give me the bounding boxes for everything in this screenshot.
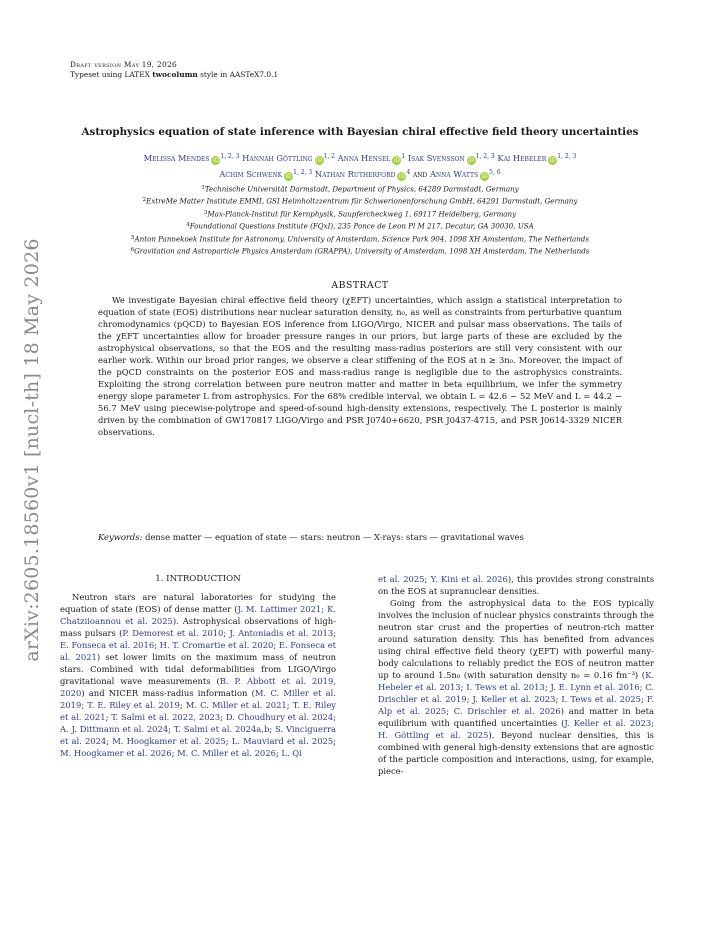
body-text: ; xyxy=(544,682,551,692)
citation-link[interactable]: B. P. Abbott et al. 2019, 2020 xyxy=(60,676,336,698)
affiliation-number: 6 xyxy=(130,247,135,254)
citation-link[interactable]: I. Tews et al. 2025 xyxy=(561,694,641,704)
body-text: ; xyxy=(81,700,88,710)
author-affiliation-marker: 4 xyxy=(406,168,411,176)
paper-title: Astrophysics equation of state inference with Bayesian chiral effective field theory uncertainties xyxy=(81,126,639,138)
body-text: ; xyxy=(273,640,279,650)
affiliation-text: Anton Pannekoek Institute for Astronomy, University of Amsterdam, Science Park 904, 1098 XH Amsterdam, The Netherlands xyxy=(134,234,589,244)
citation-link[interactable]: E. Fonseca et al. 2021 xyxy=(60,640,337,662)
body-text: Going from the astrophysical data to the EOS typically involves the inclusion of nuclear physics constraints through the neutron star crust and the properties of neutron-rich matter around saturation density. This has benefited from advances using chiral effective field theory (χEFT) with powerful many-body calculations to reliably predict the EOS of neutron matter up to around 1.5n₀ (with saturation density n₀ = 0.16 fm⁻³) ( xyxy=(378,598,654,680)
author-name: Kai Hebeler xyxy=(497,153,547,163)
citation-link[interactable]: J. Keller et al. 2023 xyxy=(564,718,652,728)
abstract-text: We investigate Bayesian chiral effective field theory (χEFT) uncertainties, which assign a statistical interpretation to equation of state (EOS) distributions near nuclear saturation density, n₀, as well as constraints from perturbative quantum chromodynamics (pQCD) to Bayesian EOS inference from LIGO/Virgo, NICER and pulsar mass observations. The tails of the χEFT uncertainties allow for broader pressure ranges in our priors, but large parts of these are excluded by the astrophysical observations, so that the EOS and the resulting mass-radius posteriors are still very consistent with our earlier work. Within our broad prior ranges, we observe a clear stiffening of the EOS at n ≳ 3n₀. Moreover, the impact of the pQCD constraints on the posterior EOS and mass-radius range is negligible due to the astrophysics constraints. Exploiting the strong correlation between pure neutron matter and matter in beta equilibrium, we infer the symmetry energy slope parameter L from astrophysics. For the 68% credible interval, we obtain L = 42.6 − 52 MeV and L = 44.2 − 56.7 MeV using piecewise-polytrope and speed-of-sound high-density extensions, respectively. The L posterior is mainly driven by the combination of GW170817 LIGO/Virgo and PSR J0740+6620, PSR J0437-4715, and PSR J0614-3329 NICER observations. xyxy=(98,295,622,437)
body-text: ; xyxy=(424,574,431,584)
citation-link[interactable]: K. Hebeler et al. 2013 xyxy=(378,670,654,692)
body-text: ) set lower limits on the maximum mass of neutron stars. Combined with tidal deformabilities from LIGO/Virgo gravitational wave measurements ( xyxy=(60,652,337,686)
latex-logo: LATEX xyxy=(124,70,150,79)
keywords xyxy=(98,532,622,542)
author-name: Isak Svensson xyxy=(407,153,465,163)
citation-link[interactable]: et al. 2025 xyxy=(378,574,425,584)
body-text: ) and NICER mass-radius information ( xyxy=(81,688,255,698)
citation-link[interactable]: M. C. Miller et al. 2021 xyxy=(185,700,287,710)
style-name: twocolumn xyxy=(152,70,198,79)
citation-link[interactable]: H. Göttling et al. 2025 xyxy=(378,730,489,740)
orcid-icon[interactable]: iD xyxy=(398,172,406,180)
affiliation xyxy=(60,220,660,232)
citation-link[interactable]: M. Hoogkamer et al. 2025 xyxy=(112,736,226,746)
orcid-icon[interactable]: iD xyxy=(285,172,292,180)
body-text: ; xyxy=(269,724,275,734)
citation-link[interactable]: K. Chatziioannou et al. 2025 xyxy=(60,604,336,626)
left-column xyxy=(60,573,336,759)
citation-link[interactable]: C. Drischler et al. 2019 xyxy=(378,682,655,704)
author-name: Melissa Mendes xyxy=(143,153,210,163)
affiliation xyxy=(60,183,660,195)
orcid-icon[interactable]: iD xyxy=(468,157,475,164)
affiliation xyxy=(60,245,660,257)
affiliation-number: 5 xyxy=(131,234,135,241)
citation-link[interactable]: J. E. Lynn et al. 2016 xyxy=(550,682,640,692)
author-affiliation-marker: 1, 2, 3 xyxy=(293,168,313,176)
author[interactable] xyxy=(497,153,576,163)
author[interactable] xyxy=(219,169,312,179)
draft-version: Draft version May 19, 2026 xyxy=(70,60,178,69)
author-affiliation-marker: 1, 2, 3 xyxy=(220,153,240,160)
typeset-suffix: style in AASTeX7.0.1 xyxy=(197,70,279,79)
citation-link[interactable]: I. Tews et al. 2013 xyxy=(466,682,545,692)
body-text: ; xyxy=(225,736,232,746)
orcid-icon[interactable]: iD xyxy=(549,157,556,164)
body-text: ). Astrophysical observations of high-mass pulsars ( xyxy=(60,616,336,638)
author[interactable] xyxy=(408,153,495,163)
body-text: Neutron stars are natural laboratories for studying the equation of state (EOS) of dense matter ( xyxy=(60,592,336,614)
citation-link[interactable]: J. M. Lattimer 2021 xyxy=(237,604,322,614)
body-text: ; xyxy=(286,700,293,710)
body-text: ; xyxy=(105,712,112,722)
body-text: ; xyxy=(220,712,226,722)
section-heading: 1. INTRODUCTION xyxy=(155,574,241,584)
orcid-icon[interactable]: iD xyxy=(212,157,220,164)
citation-link[interactable]: M. C. Miller et al. 2026 xyxy=(177,748,276,758)
affiliation-number: 3 xyxy=(203,209,208,216)
citation-link[interactable]: L. Qi xyxy=(281,748,302,758)
keywords-label: Keywords: xyxy=(98,532,143,542)
orcid-icon[interactable]: iD xyxy=(393,157,401,164)
author-affiliation-marker: 1, 2, 3 xyxy=(475,153,495,160)
citation-link[interactable]: C. Drischler et al. 2026 xyxy=(453,706,561,716)
body-text: ; xyxy=(555,694,562,704)
affiliation-text: Technische Universität Darmstadt, Department of Physics, 64289 Darmstadt, Germany xyxy=(204,184,519,194)
citation-link[interactable]: M. C. Miller et al. 2019 xyxy=(60,688,336,710)
citation-link[interactable]: F. Alp et al. 2025 xyxy=(378,694,655,716)
body-text: ; xyxy=(223,628,230,638)
author-name: Anna Watts xyxy=(429,168,479,179)
abstract xyxy=(98,294,622,438)
citation-link[interactable]: S. Vinciguerra et al. 2024 xyxy=(60,724,337,746)
author-name: Hannah Göttling xyxy=(242,153,313,163)
affiliation-text: Max-Planck-Institut für Kernphysik, Saupfercheckweg 1, 69117 Heidelberg, Germany xyxy=(207,209,517,219)
affiliation-text: Foundational Questions Institute (FQxI), 235 Ponce de Leon Pl M 217, Decatur, GA 30030, USA xyxy=(189,221,534,231)
body-text: ; xyxy=(639,682,646,692)
intro-paragraph-2 xyxy=(378,597,654,777)
orcid-icon[interactable]: iD xyxy=(481,172,488,180)
body-text: ; xyxy=(154,640,160,650)
body-text: ; xyxy=(106,736,113,746)
citation-link[interactable]: M. Hoogkamer et al. 2026 xyxy=(60,748,172,758)
author-affiliation-marker: 1 xyxy=(401,153,406,160)
author[interactable] xyxy=(315,169,410,179)
author-affiliation-marker: 1, 2, 3 xyxy=(557,153,577,160)
arxiv-identifier-text: arXiv:2605.18560v1 [nucl-th] 18 May 2026 xyxy=(21,238,43,662)
body-text: ; xyxy=(275,748,282,758)
author-name: Achim Schwenk xyxy=(219,168,283,179)
and-word: and xyxy=(412,168,430,179)
body-text: ; xyxy=(466,694,473,704)
typeset-prefix: Typeset using xyxy=(70,70,125,79)
citation-link[interactable]: J. Keller et al. 2023 xyxy=(472,694,556,704)
intro-paragraph-continued xyxy=(378,573,654,597)
affiliation-list xyxy=(60,183,660,257)
author[interactable] xyxy=(144,153,240,163)
affiliation-text: Gravitation and Astroparticle Physics Amsterdam (GRAPPA), University of Amsterdam, 1098 XH Amsterdam, The Netherlands xyxy=(134,246,590,256)
author-list xyxy=(60,150,660,181)
right-column xyxy=(378,573,654,777)
author-affiliation-marker: 1, 2 xyxy=(323,153,335,160)
keywords-text: dense matter — equation of state — stars: neutron — X-rays: stars — gravitational waves xyxy=(142,532,524,542)
affiliation xyxy=(60,233,660,245)
body-text: ). Beyond nuclear densities, this is combined with general high-density extensions that are agnostic of the particle composition and interactions, using, for example, piece- xyxy=(378,730,654,776)
body-text: ; xyxy=(321,604,328,614)
citation-link[interactable]: H. T. Cromartie et al. 2020 xyxy=(159,640,274,650)
affiliation-number: 4 xyxy=(186,222,190,229)
citation-link[interactable]: A. J. Dittmann et al. 2024 xyxy=(60,724,169,734)
body-text: ; xyxy=(460,682,467,692)
intro-paragraph-1 xyxy=(60,591,336,759)
citation-link[interactable]: J. Antoniadis et al. 2013 xyxy=(229,628,334,638)
citation-link[interactable]: D. Choudhury et al. 2024 xyxy=(225,712,334,722)
citation-link[interactable]: T. E. Riley et al. 2019 xyxy=(87,700,180,710)
body-text: ), this provides strong constraints on the EOS at supranuclear densities. xyxy=(378,574,655,596)
body-text: ) and matter in beta equilibrium with quantified uncertainties ( xyxy=(378,706,655,728)
affiliation-text: ExtreMe Matter Institute EMMI, GSI Helmholtzzentrum für Schwerionenforschung GmbH, 64291 Darmstadt, Germany xyxy=(146,196,578,206)
author-affiliation-marker: 5, 6 xyxy=(489,168,501,176)
body-text: ; xyxy=(651,718,654,728)
citation-link[interactable]: L. Mauviard et al. 2025 xyxy=(231,736,334,746)
citation-link[interactable]: E. Fonseca et al. 2016 xyxy=(60,640,155,650)
author[interactable] xyxy=(338,153,406,163)
body-text: ; xyxy=(333,628,337,638)
body-text: ; xyxy=(171,748,178,758)
body-text: ; xyxy=(333,712,337,722)
abstract-heading: ABSTRACT xyxy=(331,280,389,291)
body-text: ; xyxy=(446,706,454,716)
typeset-line xyxy=(70,70,278,80)
citation-link[interactable]: T. Salmi et al. 2024a,b xyxy=(173,724,270,734)
body-text: ; xyxy=(179,700,186,710)
body-text: ; xyxy=(640,694,647,704)
author-name: Anna Hensel xyxy=(337,153,391,163)
arxiv-identifier[interactable] xyxy=(14,238,50,662)
author[interactable] xyxy=(242,153,335,163)
affiliation-number: 2 xyxy=(142,197,147,204)
orcid-icon[interactable]: iD xyxy=(315,157,323,164)
author-name: Nathan Rutherford xyxy=(314,168,396,179)
citation-link[interactable]: P. Demorest et al. 2010 xyxy=(122,628,224,638)
citation-link[interactable]: T. Salmi et al. 2022, 2023 xyxy=(111,712,221,722)
affiliation xyxy=(60,195,660,207)
body-text: ; xyxy=(168,724,174,734)
body-text: ; xyxy=(333,736,337,746)
citation-link[interactable]: Y. Kini et al. 2026 xyxy=(430,574,508,584)
citation-link[interactable]: T. E. Riley et al. 2021 xyxy=(60,700,337,722)
affiliation-number: 1 xyxy=(201,185,205,191)
author[interactable] xyxy=(430,169,501,179)
affiliation xyxy=(60,208,660,220)
header-meta xyxy=(70,60,278,80)
